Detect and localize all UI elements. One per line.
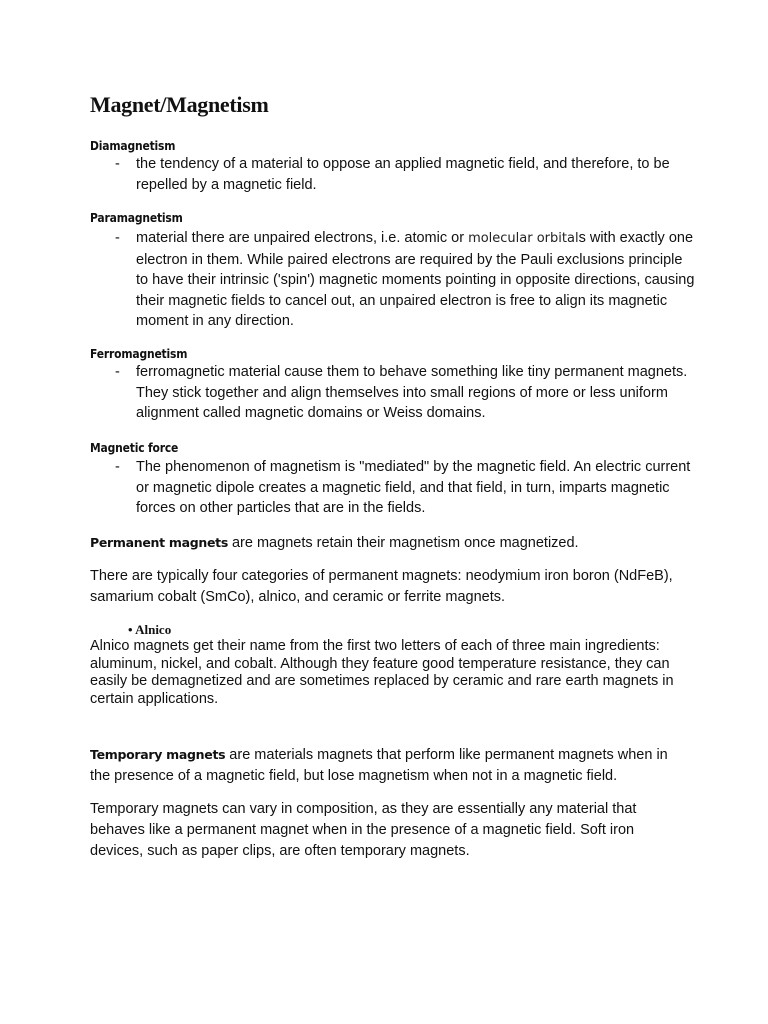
bullet-dash: - xyxy=(115,364,120,380)
molecular-orbital-link[interactable]: molecular orbital xyxy=(468,231,579,246)
temporary-magnets-term: Temporary magnets xyxy=(90,747,226,762)
heading-ferromagnetism: Ferromagnetism xyxy=(90,346,188,361)
permanent-magnets-text: are magnets retain their magnetism once magnetized. xyxy=(227,535,579,551)
magnetic-force-text: The phenomenon of magnetism is "mediated" by the magnetic field. An electric current or magnetic dipole creates a magnetic field, and that field, in turn, imparts magnetic forces on other particles that are in the fields. xyxy=(136,459,691,516)
paramagnetism-text-after: s with exactly one electron in them. While paired electrons are required by the Pauli exclusions principle to have their intrinsic ('spin') magnetic moments pointing in opposite directions, causing their magnetic fields to cancel out, an unpaired electron is free to align its magnetic moment in any direction. xyxy=(136,230,695,329)
categories-paragraph: There are typically four categories of permanent magnets: neodymium iron boron (NdFeB), samarium cobalt (SmCo), alnico, and ceramic or ferrite magnets. xyxy=(90,568,673,605)
temporary-magnets-paragraph xyxy=(90,744,690,787)
temporary-magnets-text: are materials magnets that perform like permanent magnets when in the presence of a magnetic field, but lose magnetism when not in a magnetic field. xyxy=(90,747,668,784)
permanent-magnets-paragraph xyxy=(90,532,690,554)
heading-paramagnetism: Paramagnetism xyxy=(90,210,183,225)
heading-diamagnetism: Diamagnetism xyxy=(90,138,176,153)
heading-magnetic-force: Magnetic force xyxy=(90,440,179,455)
bullet-dash: - xyxy=(115,459,120,475)
alnico-heading: • Alnico xyxy=(128,622,172,637)
temporary-detail-paragraph: Temporary magnets can vary in composition, as they are essentially any material that behaves like a permanent magnet when in the presence of a magnetic field. Soft iron devices, such as paper clips, are often temporary magnets. xyxy=(90,801,637,859)
permanent-magnets-term: Permanent magnets xyxy=(90,535,228,550)
alnico-text: Alnico magnets get their name from the first two letters of each of three main ingredients: aluminum, nickel, and cobalt. Although they feature good temperature resistance, they can easily be demagnetized and are sometimes replaced by ceramic and rare earth magnets in certain applications. xyxy=(90,638,674,707)
bullet-dash: - xyxy=(115,156,120,172)
paramagnetism-text xyxy=(136,228,696,332)
bullet-dash: - xyxy=(115,230,120,246)
page-title: Magnet/Magnetism xyxy=(90,92,269,117)
ferromagnetism-text: ferromagnetic material cause them to behave something like tiny permanent magnets. They stick together and align themselves into small regions of more or less uniform alignment called magnetic domains or Weiss domains. xyxy=(136,364,688,421)
diamagnetism-text: the tendency of a material to oppose an applied magnetic field, and therefore, to be repelled by a magnetic field. xyxy=(136,156,670,193)
paramagnetism-text-before: material there are unpaired electrons, i.e. atomic or xyxy=(136,230,469,246)
